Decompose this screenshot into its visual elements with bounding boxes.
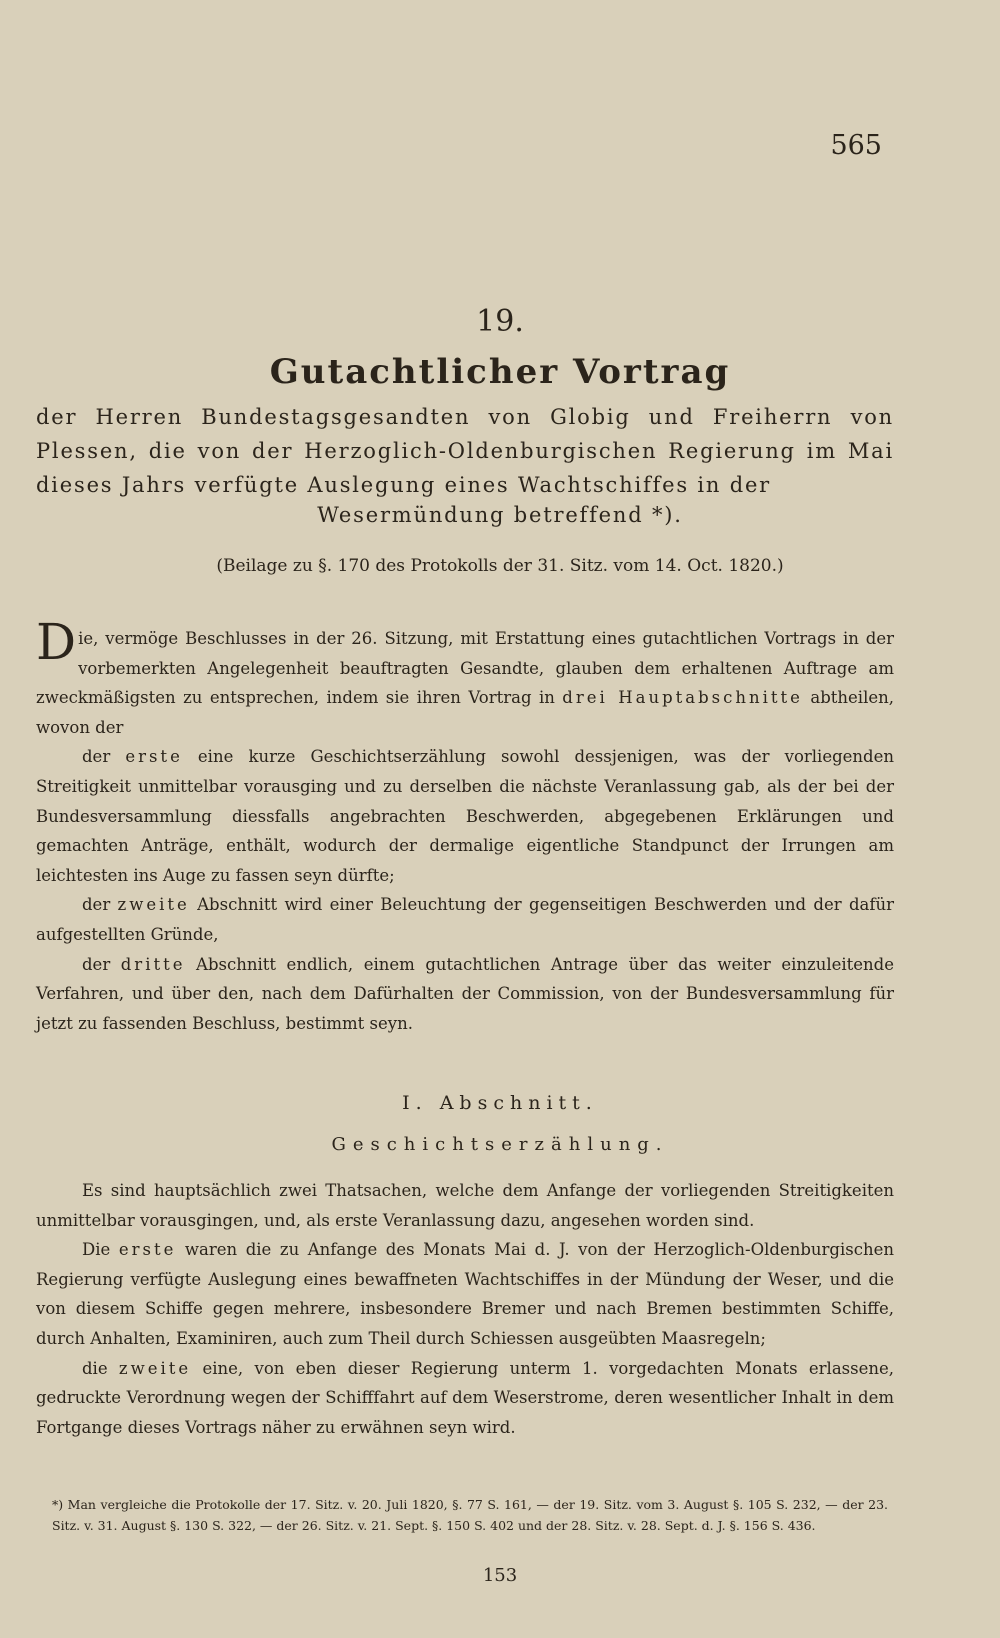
para-text: waren die zu Anfange des Monats Mai d. J. von der Herzoglich-Oldenburgischen Regierung verfügte Auslegung eines bewaffneten Wachtschiffes in der Mündung der Weser, und die von diesem Schiffe gegen mehrere, insbesondere Bremer und nach Bremen bestimmten Schiffe, durch Anhalten, Examiniren, auch zum Theil durch Schiessen ausgeübten Maasregeln; [36, 1240, 894, 1348]
intro-paragraph [36, 613, 894, 742]
section-number: 19. [476, 304, 524, 339]
item-third [36, 950, 894, 1039]
item-lead: der [82, 895, 118, 915]
item-spaced: dritte [120, 954, 186, 974]
item-first [36, 742, 894, 890]
item-lead: der [82, 954, 121, 974]
item-second [36, 890, 894, 949]
para-lead: die [82, 1358, 119, 1378]
subsection-heading: Geschichtserzählung. [331, 1134, 669, 1155]
intro-text-b: abtheilen, wovon der [36, 688, 894, 737]
document-subtitle-last-line: Wesermündung betreffend *). [317, 503, 683, 527]
history-section [36, 1176, 894, 1442]
para-text: eine, von eben dieser Regierung unterm 1. vorgedachten Monats erlassene, gedruckte Verordnung wegen der Schifffahrt auf dem Weserstrome, deren wesentlicher Inhalt in dem Fortgange dieses Vortrags näher zu erwähnen seyn wird. [36, 1358, 894, 1437]
paragraph: Es sind hauptsächlich zwei Thatsachen, welche dem Anfange der vorliegenden Streitigkeiten unmittelbar vorausgingen, und, als erste Veranlassung dazu, angesehen worden sind. [36, 1181, 894, 1230]
item-lead: der [82, 747, 126, 767]
item-text: eine kurze Geschichtserzählung sowohl dessjenigen, was der vorliegenden Streitigkeit unmittelbar vorausging und zu derselben die nächste Veranlassung gab, als der bei der Bundesversammlung diessfalls angebrachten Beschwerden, abgegebenen Erklärungen und gemachten Anträge, enthält, wodurch der dermalige eigentliche Standpunct der Irrungen am leichtesten ins Auge zu fassen seyn dürfte; [36, 747, 894, 885]
beilage-reference: (Beilage zu §. 170 des Protokolls der 31. Sitz. vom 14. Oct. 1820.) [216, 556, 784, 576]
page-number-top: 565 [830, 130, 882, 161]
drop-cap: D [36, 613, 77, 671]
paragraph [36, 1235, 894, 1353]
para-spaced: erste [118, 1240, 177, 1260]
item-spaced: erste [125, 747, 183, 767]
item-text: Abschnitt wird einer Beleuchtung der gegenseitigen Beschwerden und der dafür aufgestellten Gründe, [36, 895, 894, 944]
document-title: Gutachtlicher Vortrag [269, 352, 731, 392]
item-text: Abschnitt endlich, einem gutachtlichen Antrage über das weiter einzuleitende Verfahren, und über den, nach dem Dafürhalten der Commission, von der Bundesversammlung für jetzt zu fassenden Beschluss, bestimmt seyn. [36, 954, 894, 1033]
paragraph [36, 1354, 894, 1443]
intro-text-a: ie, vermöge Beschlusses in der 26. Sitzung, mit Erstattung eines gutachtlichen Vortrags in der vorbemerkten Angelegenheit beauftragten Gesandte, glauben dem erhaltenen Auftrage am zweckmäßigsten zu entsprechen, indem sie ihren Vortrag in [36, 629, 894, 708]
intro-section [36, 613, 894, 1038]
footnote: *) Man vergleiche die Protokolle der 17. Sitz. v. 20. Juli 1820, §. 77 S. 161, — der 19. Sitz. vom 3. August §. 105 S. 232, — der 23. Sitz. v. 31. August §. 130 S. 322, — der 26. Sitz. v. 21. Sept. §. 150 S. 402 und der 28. Sitz. v. 28. Sept. d. J. §. 156 S. 436. [52, 1497, 888, 1533]
intro-spaced-text: drei Hauptabschnitte [562, 688, 803, 708]
document-subtitle: der Herren Bundestagsgesandten von Globig und Freiherrn von Plessen, die von der Herzoglich-Oldenburgischen Regierung im Mai dieses Jahrs verfügte Auslegung eines Wachtschiffes in der [36, 405, 894, 497]
page-number-bottom: 153 [482, 1565, 518, 1586]
item-spaced: zweite [117, 895, 190, 915]
para-spaced: zweite [118, 1358, 192, 1378]
para-lead: Die [82, 1240, 119, 1260]
section-heading: I. Abschnitt. [402, 1092, 598, 1114]
